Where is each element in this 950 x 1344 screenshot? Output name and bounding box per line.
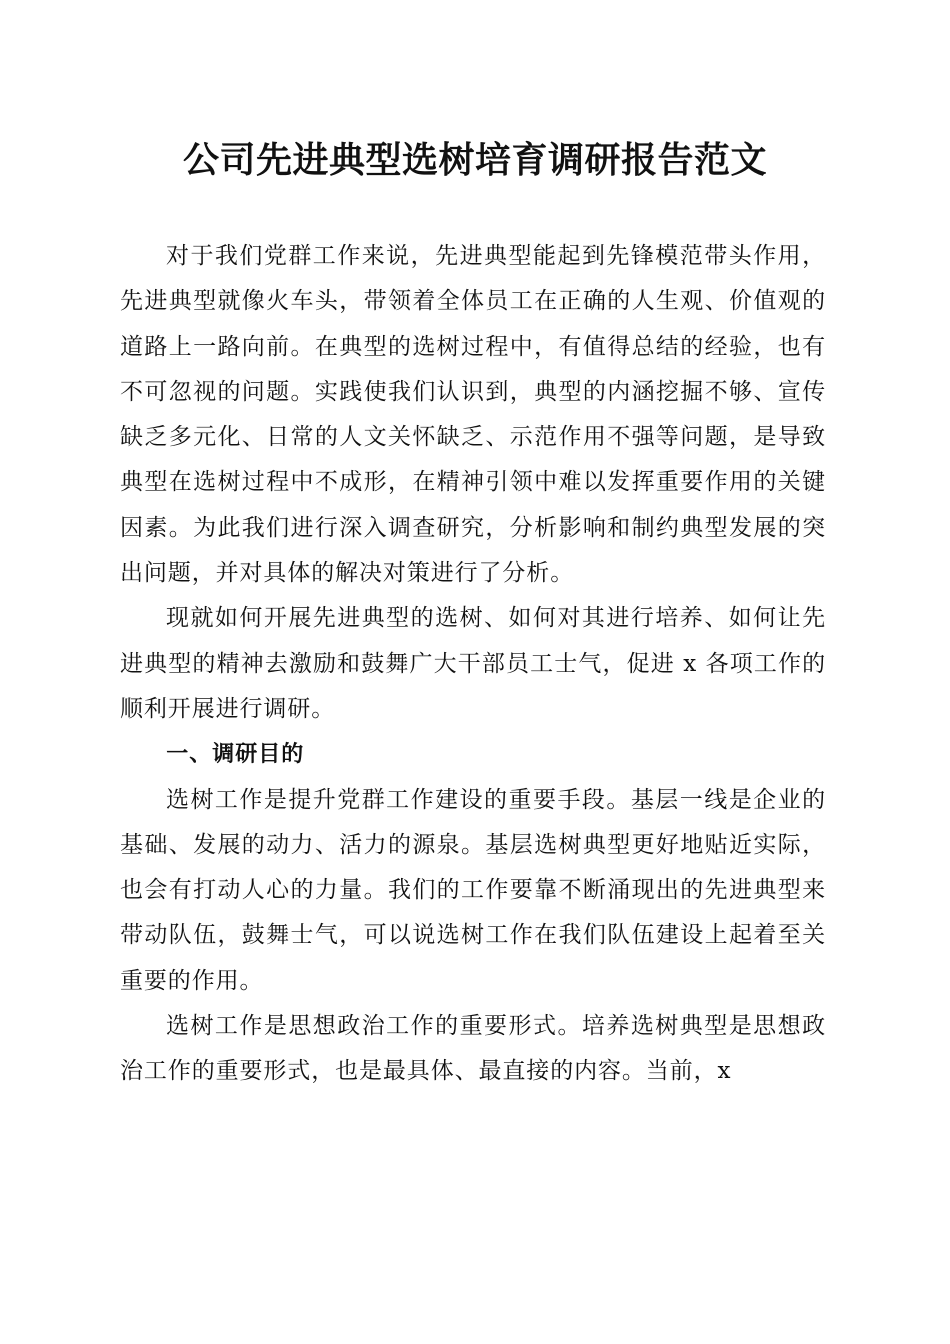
document-body bbox=[120, 234, 826, 1095]
body-paragraph: 现就如何开展先进典型的选树、如何对其进行培养、如何让先进典型的精神去激励和鼓舞广大干部员工士气，促进 x 各项工作的顺利开展进行调研。 bbox=[120, 605, 826, 722]
body-paragraph: 对于我们党群工作来说，先进典型能起到先锋模范带头作用，先进典型就像火车头，带领着全体员工在正确的人生观、价值观的道路上一路向前。在典型的选树过程中，有值得总结的经验，也有不可忽视的问题。实践使我们认识到，典型的内涵挖掘不够、宣传缺乏多元化、日常的人文关怀缺乏、示范作用不强等问题，是导致典型在选树过程中不成形，在精神引领中难以发挥重要作用的关键因素。为此我们进行深入调查研究，分析影响和制约典型发展的突出问题，并对具体的解决对策进行了分析。 bbox=[120, 243, 826, 587]
document-title: 公司先进典型选树培育调研报告范文 bbox=[182, 140, 767, 181]
body-paragraph: 选树工作是提升党群工作建设的重要手段。基层一线是企业的基础、发展的动力、活力的源泉。基层选树典型更好地贴近实际，也会有打动人心的力量。我们的工作要靠不断涌现出的先进典型来带动队伍，鼓舞士气，可以说选树工作在我们队伍建设上起着至关重要的作用。 bbox=[120, 786, 826, 994]
section-heading: 一、调研目的 bbox=[166, 742, 305, 768]
body-paragraph: 选树工作是思想政治工作的重要形式。培养选树典型是思想政治工作的重要形式，也是最具体、最直接的内容。当前，x bbox=[120, 1013, 826, 1085]
